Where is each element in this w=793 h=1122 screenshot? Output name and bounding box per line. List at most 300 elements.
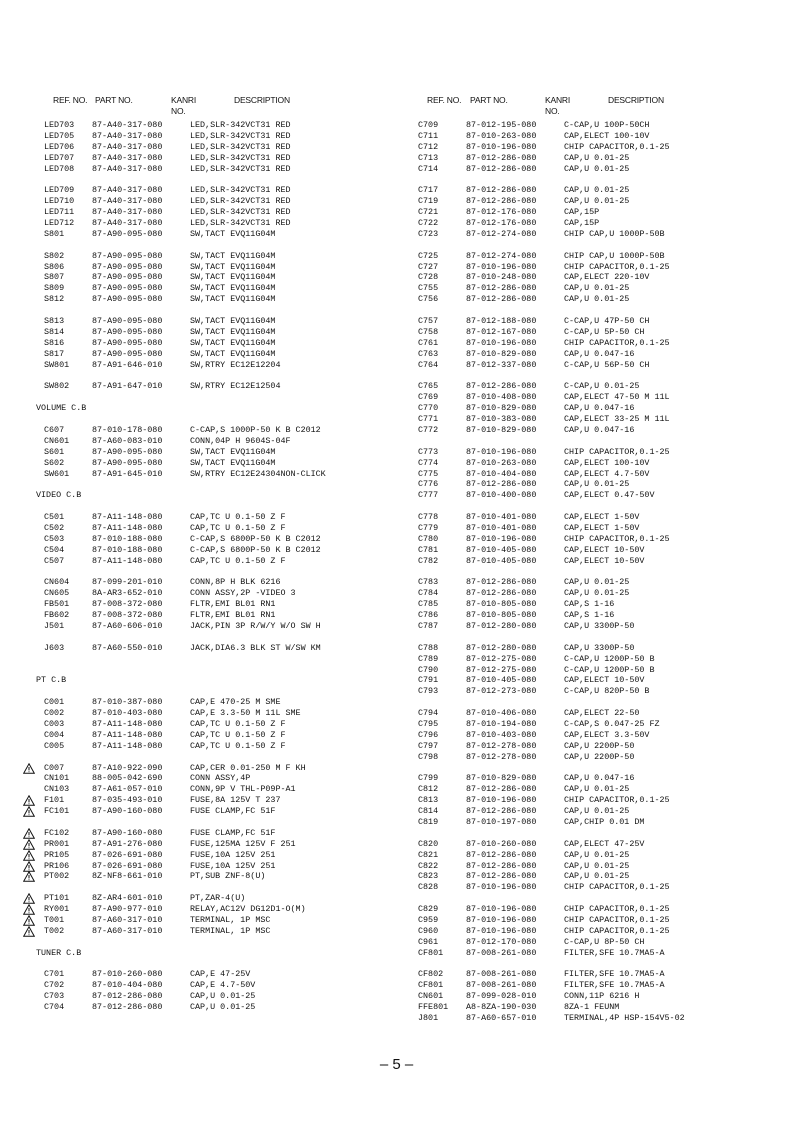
description: CHIP CAPACITOR,0.1-25 — [564, 795, 670, 806]
ref-no: C501 — [44, 512, 65, 523]
safety-warning-icon — [23, 839, 35, 850]
part-no: 87-012-275-080 — [466, 664, 537, 675]
description: CAP,ELECT 10-50V — [564, 555, 645, 566]
ref-no: C504 — [44, 544, 65, 555]
description: CAP,S 1-16 — [564, 610, 615, 621]
part-no: 87-A11-148-080 — [92, 718, 163, 729]
ref-no: CN601 — [44, 435, 70, 446]
description: CAP,ELECT 3.3-50V — [564, 729, 650, 740]
description: LED,SLR-342VCT31 RED — [190, 207, 291, 218]
part-no: 87-012-170-080 — [466, 936, 537, 947]
description: CAP,ELECT 10-50V — [564, 544, 645, 555]
page-number: – 5 – — [379, 1056, 414, 1073]
ref-no: FB501 — [44, 599, 70, 610]
part-no: 87-010-387-080 — [92, 697, 163, 708]
ref-no: C728 — [418, 272, 439, 283]
ref-no: C001 — [44, 697, 65, 708]
part-no: 87-010-404-080 — [92, 980, 163, 991]
description: SW,RTRY EC12E12504 — [190, 381, 281, 392]
description: FUSE CLAMP,FC 51F — [190, 827, 276, 838]
part-no: 87-012-286-080 — [466, 871, 537, 882]
ref-no: C781 — [418, 544, 439, 555]
part-no: 87-010-188-080 — [92, 544, 163, 555]
part-no: 87-A90-095-080 — [92, 261, 163, 272]
part-no: 87-A90-095-080 — [92, 348, 163, 359]
part-no: 87-010-401-080 — [466, 522, 537, 533]
part-no: 87-012-286-080 — [466, 577, 537, 588]
description: CAP,ELECT 22-50 — [564, 708, 640, 719]
ref-no: C717 — [418, 185, 439, 196]
description: LED,SLR-342VCT31 RED — [190, 218, 291, 229]
part-no: 87-012-286-080 — [92, 991, 163, 1002]
ref-no: C795 — [418, 718, 439, 729]
part-no: 87-008-372-080 — [92, 599, 163, 610]
ref-no: S817 — [44, 348, 65, 359]
part-no: 87-012-286-080 — [466, 588, 537, 599]
section-heading-text: PT C.B — [36, 675, 67, 686]
part-no: 87-010-263-080 — [466, 130, 537, 141]
ref-no: C823 — [418, 871, 439, 882]
part-no: 87-010-405-080 — [466, 544, 537, 555]
ref-no: C821 — [418, 849, 439, 860]
description: CAP,ELECT 100-10V — [564, 457, 650, 468]
ref-no: C607 — [44, 424, 65, 435]
description: CAP,ELECT 100-10V — [564, 130, 650, 141]
description: CAP,U 0.01-25 — [564, 860, 630, 871]
description: CAP,ELECT 33-25 M 11L — [564, 414, 670, 425]
description: CHIP CAP,U 1000P-50B — [564, 228, 665, 239]
ref-no: S812 — [44, 294, 65, 305]
description: CHIP CAPACITOR,0.1-25 — [564, 261, 670, 272]
description: CAP,U 0.01-25 — [564, 163, 630, 174]
ref-no: LED709 — [44, 185, 75, 196]
ref-no: C782 — [418, 555, 439, 566]
part-no: 87-012-286-080 — [466, 849, 537, 860]
description: CAP,S 1-16 — [564, 599, 615, 610]
part-no: 87-010-260-080 — [92, 969, 163, 980]
ref-no: C787 — [418, 620, 439, 631]
description: CAP,U 3300P-50 — [564, 642, 635, 653]
part-no: 87-A60-083-010 — [92, 435, 163, 446]
ref-no: C829 — [418, 904, 439, 915]
part-no: 87-A40-317-080 — [92, 207, 163, 218]
description: CAP,U 0.047-16 — [564, 773, 635, 784]
part-no: 87-010-400-080 — [466, 490, 537, 501]
ref-no: C778 — [418, 512, 439, 523]
ref-no: CN605 — [44, 588, 70, 599]
description: CONN ASSY,4P — [190, 773, 251, 784]
description: FUSE,10A 125V 251 — [190, 849, 276, 860]
part-no: 87-010-196-080 — [466, 533, 537, 544]
ref-no: C774 — [418, 457, 439, 468]
part-no: 87-A11-148-080 — [92, 512, 163, 523]
description: PT,SUB ZNF-8(U) — [190, 871, 266, 882]
description: SW,RTRY EC12E24304NON-CLICK — [190, 468, 326, 479]
safety-warning-icon — [23, 926, 35, 937]
ref-no: C799 — [418, 773, 439, 784]
description: CONN,9P V THL-P09P-A1 — [190, 784, 296, 795]
ref-no: C758 — [418, 326, 439, 337]
description: CAP,ELECT 47-25V — [564, 838, 645, 849]
description: FILTER,SFE 10.7MA5-A — [564, 969, 665, 980]
ref-no: C703 — [44, 991, 65, 1002]
part-no: 87-A90-095-080 — [92, 283, 163, 294]
safety-warning-icon — [23, 893, 35, 904]
description: SW,TACT EVQ11G04M — [190, 316, 276, 327]
part-no: 87-012-286-080 — [466, 860, 537, 871]
ref-no: C776 — [418, 479, 439, 490]
part-no: 87-A40-317-080 — [92, 130, 163, 141]
description: C-CAP,U 820P-50 B — [564, 686, 650, 697]
part-no: 87-A90-095-080 — [92, 294, 163, 305]
part-no: 87-010-196-080 — [466, 882, 537, 893]
part-no: 87-A40-317-080 — [92, 120, 163, 130]
description: CAP,U 0.01-25 — [564, 588, 630, 599]
part-no: 87-010-196-080 — [466, 261, 537, 272]
description: C-CAP,U 100P-50CH — [564, 120, 650, 130]
ref-no: PT002 — [44, 871, 70, 882]
ref-no: C783 — [418, 577, 439, 588]
part-no: 87-A40-317-080 — [92, 185, 163, 196]
description: CAP,ELECT 1-50V — [564, 522, 640, 533]
description: CAP,CHIP 0.01 DM — [564, 817, 645, 827]
description: CAP,U 0.01-25 — [564, 185, 630, 196]
ref-no: C770 — [418, 403, 439, 414]
header-ref: REF. NO. — [427, 95, 462, 105]
description: LED,SLR-342VCT31 RED — [190, 185, 291, 196]
ref-no: C960 — [418, 925, 439, 936]
part-no: 87-010-404-080 — [466, 468, 537, 479]
part-no: 87-012-286-080 — [466, 294, 537, 305]
description: CAP,ELECT 0.47-50V — [564, 490, 655, 501]
description: CAP,ELECT 1-50V — [564, 512, 640, 523]
part-no: 87-A91-646-010 — [92, 359, 163, 370]
ref-no: CN604 — [44, 577, 70, 588]
description: SW,TACT EVQ11G04M — [190, 261, 276, 272]
part-no: 87-010-248-080 — [466, 272, 537, 283]
ref-no: SW601 — [44, 468, 70, 479]
part-no: 87-010-408-080 — [466, 392, 537, 403]
ref-no: C713 — [418, 152, 439, 163]
ref-no: T002 — [44, 925, 65, 936]
part-no: 87-A60-317-010 — [92, 925, 163, 936]
header-part: PART NO. — [95, 95, 133, 105]
ref-no: C769 — [418, 392, 439, 403]
header-kanri: KANRI — [545, 95, 570, 105]
description: CAP,U 0.01-25 — [190, 991, 256, 1002]
description: CONN,11P 6216 H — [564, 991, 640, 1002]
part-no: 87-010-405-080 — [466, 555, 537, 566]
part-no: 87-A90-160-080 — [92, 806, 163, 817]
part-no: 87-010-196-080 — [466, 904, 537, 915]
part-no: 87-A90-095-080 — [92, 446, 163, 457]
description: FILTER,SFE 10.7MA5-A — [564, 980, 665, 991]
description: SW,TACT EVQ11G04M — [190, 283, 276, 294]
safety-warning-icon — [23, 904, 35, 915]
ref-no: C784 — [418, 588, 439, 599]
description: CHIP CAPACITOR,0.1-25 — [564, 446, 670, 457]
part-no: 87-012-286-080 — [466, 163, 537, 174]
ref-no: FC101 — [44, 806, 70, 817]
part-no: 87-A60-317-010 — [92, 915, 163, 926]
header-kanri-no: NO. — [545, 106, 560, 116]
ref-no: C704 — [44, 1002, 65, 1013]
ref-no: F101 — [44, 795, 65, 806]
ref-no: S801 — [44, 228, 65, 239]
ref-no: C794 — [418, 708, 439, 719]
description: C-CAP,S 6800P-50 K B C2012 — [190, 544, 321, 555]
ref-no: C785 — [418, 599, 439, 610]
part-no: 87-012-273-080 — [466, 686, 537, 697]
part-no: 87-A91-276-080 — [92, 838, 163, 849]
safety-warning-icon — [23, 795, 35, 806]
description: CHIP CAPACITOR,0.1-25 — [564, 882, 670, 893]
ref-no: C721 — [418, 207, 439, 218]
safety-warning-icon — [23, 915, 35, 926]
description: SW,TACT EVQ11G04M — [190, 228, 276, 239]
ref-no: C771 — [418, 414, 439, 425]
part-no: 87-010-196-080 — [466, 141, 537, 152]
description: CAP,U 0.047-16 — [564, 348, 635, 359]
ref-no: S814 — [44, 326, 65, 337]
part-no: 87-010-829-080 — [466, 348, 537, 359]
description: CAP,TC U 0.1-50 Z F — [190, 522, 286, 533]
part-no: 87-010-406-080 — [466, 708, 537, 719]
description: SW,TACT EVQ11G04M — [190, 457, 276, 468]
ref-no: C822 — [418, 860, 439, 871]
safety-warning-icon — [23, 871, 35, 882]
ref-no: J603 — [44, 642, 65, 653]
ref-no: C004 — [44, 729, 65, 740]
ref-no: PR105 — [44, 849, 70, 860]
ref-no: PT101 — [44, 893, 70, 904]
part-no: 87-010-197-080 — [466, 817, 537, 827]
ref-no: C797 — [418, 740, 439, 751]
part-no: 87-012-176-080 — [466, 218, 537, 229]
ref-no: CF801 — [418, 947, 444, 958]
description: CAP,U 0.01-25 — [564, 784, 630, 795]
part-no: 87-010-403-080 — [92, 708, 163, 719]
ref-no: S809 — [44, 283, 65, 294]
part-no: 88-005-042-690 — [92, 773, 163, 784]
part-no: 87-012-274-080 — [466, 250, 537, 261]
ref-no: C005 — [44, 740, 65, 751]
ref-no: LED710 — [44, 196, 75, 207]
description: 8ZA-1 FEUNM — [564, 1002, 620, 1013]
part-no: 87-008-261-080 — [466, 969, 537, 980]
description: SW,TACT EVQ11G04M — [190, 337, 276, 348]
part-no: 87-A10-922-090 — [92, 762, 163, 773]
part-no: 87-010-196-080 — [466, 925, 537, 936]
ref-no: SW801 — [44, 359, 70, 370]
ref-no: CF801 — [418, 980, 444, 991]
description: CAP,U 0.01-25 — [564, 479, 630, 490]
ref-no: LED706 — [44, 141, 75, 152]
ref-no: FB602 — [44, 610, 70, 621]
safety-warning-icon — [23, 806, 35, 817]
description: C-CAP,U 47P-50 CH — [564, 316, 650, 327]
part-no: 87-A11-148-080 — [92, 740, 163, 751]
description: JACK,PIN 3P R/W/Y W/O SW H — [190, 620, 321, 631]
part-no: 87-010-263-080 — [466, 457, 537, 468]
ref-no: CN103 — [44, 784, 70, 795]
ref-no: S806 — [44, 261, 65, 272]
header-kanri-no: NO. — [171, 106, 186, 116]
ref-no: FC102 — [44, 827, 70, 838]
description: CAP,TC U 0.1-50 Z F — [190, 555, 286, 566]
ref-no: C819 — [418, 817, 439, 827]
part-no: 87-012-286-080 — [466, 196, 537, 207]
description: CAP,U 2200P-50 — [564, 751, 635, 762]
description: CAP,CER 0.01-250 M F KH — [190, 762, 306, 773]
ref-no: C719 — [418, 196, 439, 207]
description: CAP,U 0.047-16 — [564, 403, 635, 414]
ref-no: S816 — [44, 337, 65, 348]
ref-no: CF802 — [418, 969, 444, 980]
safety-warning-icon — [23, 763, 35, 774]
ref-no: C761 — [418, 337, 439, 348]
ref-no: S807 — [44, 272, 65, 283]
part-no: 87-012-286-080 — [466, 806, 537, 817]
ref-no: C755 — [418, 283, 439, 294]
ref-no: LED705 — [44, 130, 75, 141]
part-no: 87-010-405-080 — [466, 675, 537, 686]
ref-no: C709 — [418, 120, 439, 130]
ref-no: C507 — [44, 555, 65, 566]
description: TERMINAL,4P HSP-154V5-02 — [564, 1013, 685, 1024]
part-no: 87-012-278-080 — [466, 751, 537, 762]
ref-no: C722 — [418, 218, 439, 229]
part-no: 87-012-280-080 — [466, 620, 537, 631]
part-no: 87-010-829-080 — [466, 424, 537, 435]
description: FLTR,EMI BL01 RN1 — [190, 610, 276, 621]
description: CHIP CAPACITOR,0.1-25 — [564, 904, 670, 915]
ref-no: C725 — [418, 250, 439, 261]
part-no: 87-A90-095-080 — [92, 316, 163, 327]
safety-warning-icon — [23, 828, 35, 839]
part-no: 87-A90-095-080 — [92, 457, 163, 468]
description: C-CAP,U 1200P-50 B — [564, 664, 655, 675]
ref-no: C793 — [418, 686, 439, 697]
part-no: 87-A40-317-080 — [92, 152, 163, 163]
description: CHIP CAPACITOR,0.1-25 — [564, 141, 670, 152]
description: CAP,TC U 0.1-50 Z F — [190, 729, 286, 740]
description: CAP,15P — [564, 207, 600, 218]
ref-no: SW802 — [44, 381, 70, 392]
description: CAP,U 0.01-25 — [564, 806, 630, 817]
ref-no: C814 — [418, 806, 439, 817]
part-no: 87-A61-057-010 — [92, 784, 163, 795]
ref-no: C772 — [418, 424, 439, 435]
part-no: A8-8ZA-190-030 — [466, 1002, 537, 1013]
part-no: 87-010-194-080 — [466, 718, 537, 729]
description: CONN ASSY,2P -VIDEO 3 — [190, 588, 296, 599]
ref-no: C763 — [418, 348, 439, 359]
part-no: 87-A90-095-080 — [92, 250, 163, 261]
part-no: 87-A60-606-010 — [92, 620, 163, 631]
ref-no: C723 — [418, 228, 439, 239]
description: FILTER,SFE 10.7MA5-A — [564, 947, 665, 958]
description: CONN,04P H 9604S-04F — [190, 435, 291, 446]
part-no: 87-012-337-080 — [466, 359, 537, 370]
part-no: 87-010-829-080 — [466, 773, 537, 784]
part-no: 87-010-805-080 — [466, 599, 537, 610]
ref-no: C007 — [44, 762, 65, 773]
ref-no: C701 — [44, 969, 65, 980]
ref-no: LED712 — [44, 218, 75, 229]
description: LED,SLR-342VCT31 RED — [190, 163, 291, 174]
section-heading-text: TUNER C.B — [36, 947, 82, 958]
part-no: 87-026-691-080 — [92, 860, 163, 871]
description: C-CAP,U 1200P-50 B — [564, 653, 655, 664]
ref-no: LED707 — [44, 152, 75, 163]
part-no: 87-010-403-080 — [466, 729, 537, 740]
part-no: 8A-AR3-652-010 — [92, 588, 163, 599]
description: CAP,U 0.01-25 — [564, 871, 630, 882]
part-no: 87-A91-647-010 — [92, 381, 163, 392]
description: CAP,E 47-25V — [190, 969, 251, 980]
part-no: 87-010-196-080 — [466, 795, 537, 806]
description: PT,ZAR-4(U) — [190, 893, 246, 904]
description: FUSE,10A 125V 251 — [190, 860, 276, 871]
ref-no: C777 — [418, 490, 439, 501]
description: CAP,E 470-25 M SME — [190, 697, 281, 708]
part-no: 87-012-286-080 — [466, 185, 537, 196]
ref-no: C775 — [418, 468, 439, 479]
part-no: 87-A91-645-010 — [92, 468, 163, 479]
part-no: 87-010-401-080 — [466, 512, 537, 523]
part-no: 87-012-286-080 — [466, 479, 537, 490]
description: SW,TACT EVQ11G04M — [190, 446, 276, 457]
part-no: 87-026-691-080 — [92, 849, 163, 860]
part-no: 87-012-286-080 — [466, 152, 537, 163]
description: RELAY,AC12V DG12D1-O(M) — [190, 904, 306, 915]
description: C-CAP,U 56P-50 CH — [564, 359, 650, 370]
description: SW,TACT EVQ11G04M — [190, 348, 276, 359]
part-no: 87-010-383-080 — [466, 414, 537, 425]
part-no: 87-010-196-080 — [466, 915, 537, 926]
header-desc: DESCRIPTION — [234, 95, 290, 105]
header-desc: DESCRIPTION — [608, 95, 664, 105]
part-no: 87-012-188-080 — [466, 316, 537, 327]
safety-warning-icon — [23, 850, 35, 861]
ref-no: C828 — [418, 882, 439, 893]
description: CAP,15P — [564, 218, 600, 229]
header-part: PART NO. — [470, 95, 508, 105]
ref-no: C790 — [418, 664, 439, 675]
part-no: 87-012-286-080 — [466, 283, 537, 294]
description: CAP,U 0.01-25 — [190, 1002, 256, 1013]
part-no: 87-012-278-080 — [466, 740, 537, 751]
description: CAP,U 3300P-50 — [564, 620, 635, 631]
ref-no: C820 — [418, 838, 439, 849]
part-no: 8Z-AR4-601-010 — [92, 893, 163, 904]
description: CAP,ELECT 10-50V — [564, 675, 645, 686]
section-heading-text: VOLUME C.B — [36, 403, 87, 414]
part-no: 87-010-196-080 — [466, 337, 537, 348]
description: C-CAP,S 0.047-25 FZ — [564, 718, 660, 729]
description: CAP,TC U 0.1-50 Z F — [190, 718, 286, 729]
part-no: 87-012-176-080 — [466, 207, 537, 218]
part-no: 87-010-805-080 — [466, 610, 537, 621]
ref-no: FFE801 — [418, 1002, 449, 1013]
ref-no: T001 — [44, 915, 65, 926]
ref-no: S601 — [44, 446, 65, 457]
description: CAP,TC U 0.1-50 Z F — [190, 512, 286, 523]
part-no: 87-012-274-080 — [466, 228, 537, 239]
description: CAP,U 0.01-25 — [564, 152, 630, 163]
part-no: 87-A90-977-010 — [92, 904, 163, 915]
